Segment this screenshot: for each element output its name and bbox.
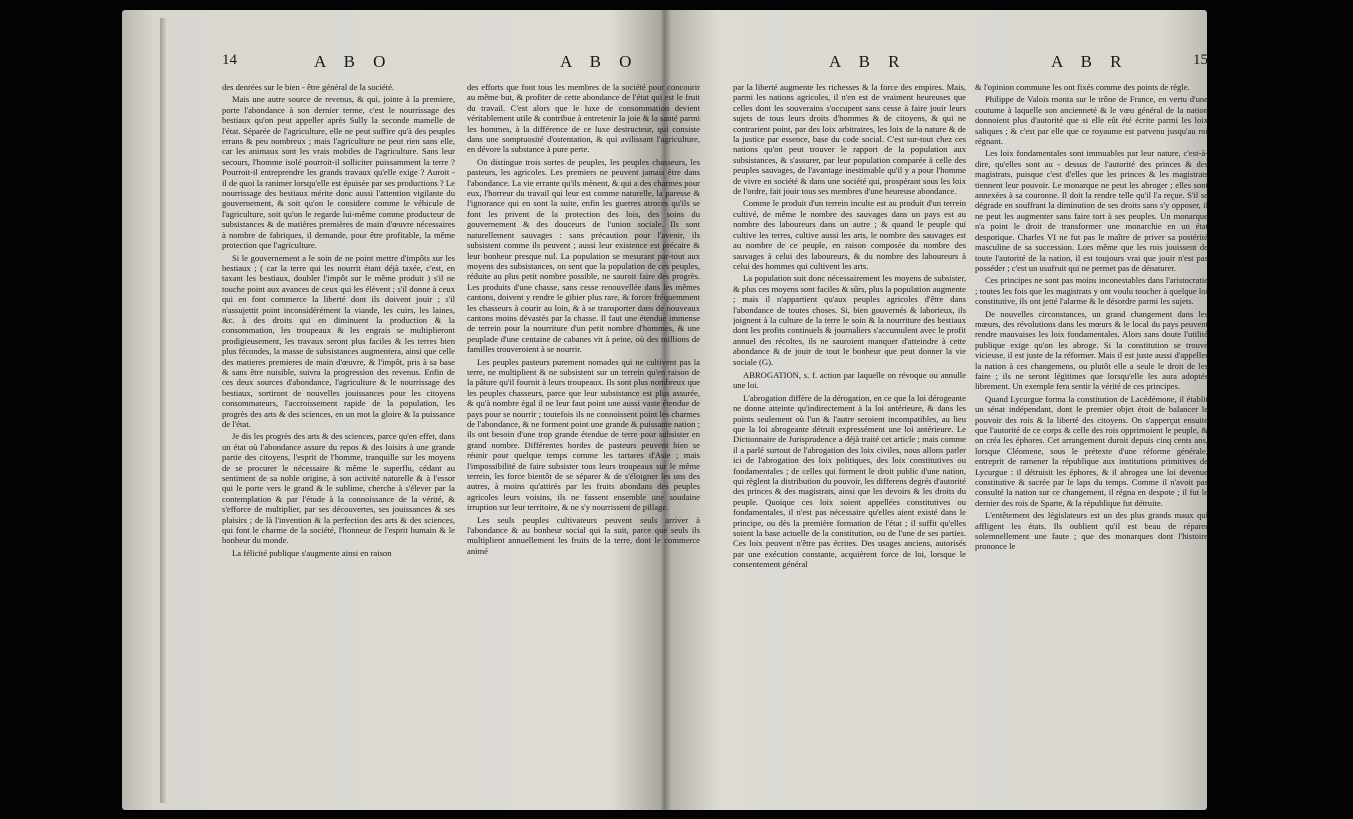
paragraph: Si le gouvernement a le soin de ne point mettre d'impôts sur les bestiaux ; ( car la terre qui les nourrit étant déjà taxée, c'est, en taxant les bestiaux, doubler l'impôt sur le même produit ) s'il ne touche point aux avances de ceux qui les élèvent ; s'il donne à ceux qui en font commerce la liberté dont ils doivent jouir ; s'il n'assujettit point inconsidérément la viande, les cuirs, les laines, &c. à des droits qui en diminuent la production & la consommation, les troupeaux & les engrais se multiplieront prodigieusement, les travaux seront plus faciles & les terres bien plus fécondes, la masse de subsistances augmentera, ainsi que celle des matieres premieres de main d'œuvre, & l'impôt, pris à sa base & sans être nuisible, suivra la progression des revenus. Enfin de ces deux sources d'abondance, l'agriculture & le nourrissage des bestiaux, sortiront de nouvelles jouissances pour les citoyens consommateurs, l'accroissement rapide de la population, les progrès des arts & des sciences, en un mot la gloire & la puissance de l'état. (222, 252, 455, 429)
paragraph: Philippe de Valois monta sur le trône de France, en vertu d'une coutume à laquelle son ancienneté & le vœu général de la nation donnoient plus d'autorité que si elle eût été écrite parmi les loix saliques ; & c'est par elle que ce royaume est parvenu jusqu'au roi régnant. (975, 94, 1208, 147)
running-head: A B O (560, 52, 639, 71)
text-column (733, 82, 966, 722)
running-head: A B R (1051, 52, 1129, 71)
text-column (975, 82, 1208, 722)
page-header (733, 28, 1208, 71)
running-head: A B R (829, 52, 907, 71)
right-page (733, 28, 1208, 788)
paragraph: L'entêtement des législateurs est un des plus grands maux qui affligent les états. Ils oublient qu'il est beau de réparer solemnellement une faute ; que des monarques dont l'histoire prononce le (975, 510, 1208, 552)
paragraph: Quand Lycurgue forma la constitution de Lacédémone, il établit un sénat indépendant, dont le premier objet étoit de balancer le pouvoir des rois & la liberté des citoyens. On s'apperçut ensuite que l'autorité de ce corps & celle des rois opprimoient le peuple, & on créa les éphores. Cet arrangement duroit depuis cinq cents ans, lorsque Cléomene, sous le prétexte d'une réforme générale, entreprit de ramener la république aux institutions primitives de Lycurgue : il détruisit les éphores, & il abrogea une loi devenue constitutive & sacrée par le laps du temps. Comme il n'avoit pas consulté la nation sur ce changement, il régna en despote ; il fut le dernier des rois de Sparte, & la république fut détruite. (975, 393, 1208, 508)
page-header (222, 28, 700, 71)
paragraph: Les seuls peuples cultivateurs peuvent seuls arriver à l'abondance & au bonheur social qui la suit, parce que seuls ils multiplient annuellement les fruits de la terre, dont le commerce animé (467, 514, 700, 556)
running-head: A B O (314, 52, 393, 71)
paragraph: Les loix fondamentales sont immuables par leur nature, c'est-à-dire, qu'elles sont au - dessus de l'autorité des princes & des magistrats, puisque c'est d'elles que les princes & les magistrats tiennent leur pouvoir. Le monarque ne peut les abroger ; elles sont annexées à sa couronne. Il doit la rendre telle qu'il l'a reçue. S'il se dégrade en souffrant la diminution de ses droits sans s'y opposer, il ne peut les augmenter sans faire tort à ses peuples. Un monarque n'a point le droit de transformer une monarchie en un état despotique. Charles VI ne fut pas le maître de priver sa postérité masculine de sa succession. Lors même que les rois jouissent de toute l'autorité de la nation, il est toujours vrai que jouir n'est pas posséder ; c'est un usufruit qui ne permet pas de dénaturer. (975, 148, 1208, 273)
paragraph: La félicité publique s'augmente ainsi en raison (232, 547, 392, 558)
paragraph: Les peuples pasteurs purement nomades qui ne cultivent pas la terre, ne multiplient & ne subsistent sur un terrein qu'en raison de la pâture qu'il fournit à leurs troupeaux. Ils sont plus nombreux que les peuples chasseurs, parce que leur subsistance est plus assurée, & qu'à nombre égal il ne leur faut point une aussi vaste étendue de pays pour se nourrir ; toutefois ils ne connoissent point les charmes de l'abondance, & ne forment point une grande & puissante nation ; ils ont besoin d'une trop grande étendue de terre pour subsister en grand nombre. Différentes hordes de pasteurs peuvent bien se réunir pour quelque temps comme les tartares d'Asie ; mais l'impossibilité de faire subsister tous leurs troupeaux sur le même terrein, les force bientôt de se séparer & de s'éloigner les uns des autres, à moins qu'attirés par les fruits abondans des peuples agricoles leurs voisins, ils ne fassent ensemble une soudaine irruption sur leur territoire, & ne s'y nourrissent de pillage. (467, 356, 700, 513)
page-number: 15 (1193, 52, 1208, 68)
paragraph: & l'opinion commune les ont fixés comme des points de règle. (975, 82, 1190, 92)
text-column (222, 82, 455, 722)
dictionary-entry: ABROGATION, s. f. action par laquelle on révoque ou annulle une loi. (733, 369, 966, 391)
paragraph: Mais une autre source de revenus, & qui, jointe à la premiere, porte l'abondance à son dernier terme, c'est le nourrissage des bestiaux qu'on peut appeller après Sully la seconde mamelle de l'état. Séparée de l'agriculture, elle ne peut suffire qu'à des peuples errans & peu nombreux ; mais l'agriculture ne peut rien sans elle, car les animaux sont les vrais mobiles de l'agriculture. Sans leur secours, l'homme isolé pourroit-il solliciter puissamment la terre ? Pourroit-il entreprendre les grands travaux qu'elle exige ? Auroit - il de quoi la ranimer lorsqu'elle est épuisée par ses productions ? Le nourrissage des bestiaux mérite donc aussi l'attention vigilante du gouvernement, & soit qu'on le considere comme le véhicule de l'agriculture, soit qu'on le regarde lui-même comme producteur de subsistances & de matières premières de main d'œuvre nécessaires à nombre de fabriques, il demande, pour être profitable, la même protection que l'agriculture. (222, 94, 455, 251)
paragraph: La population suit donc nécessairement les moyens de subsister, & plus ces moyens sont faciles & sûrs, plus la population augmente ; mais il n'appartient qu'aux peuples agricoles d'être dans l'abondance de toutes choses. Si, bien gouvernés & laborieux, ils joignent à la culture de la terre le soin & la nourriture des bestiaux dont les profits continuels & journaliers s'accumulent avec le profit annuel des récoltes, ils ne sauroient manquer d'atteindre à cette abondance & de jouir de tout le bonheur que peut donner la vie sociale (G). (733, 273, 966, 367)
paragraph: Ces principes ne sont pas moins inconestables dans l'aristocratie ; toutes les fois que les magistrats y ont voulu toucher à quelque loi constitutive, ils ont jetté l'alarme & le désordre parmi les sujets. (975, 275, 1208, 307)
paragraph: Je dis les progrès des arts & des sciences, parce qu'en effet, dans un état où l'abondance assure du repos & des loisirs à une grande partie des citoyens, l'esprit de l'homme, tranquille sur les moyens de se procurer le nécessaire & même le superflu, cédant au sentiment de sa noble origine, à son activité naturelle & à l'essor qui le porte vers le grand & le sublime, cherche à s'élever par la contemplation & par l'étude à la connoissance de la vérité, & s'efforce de multiplier, par ses découvertes, ses jouissances & ses plaisirs ; de là l'invention & la perfection des arts & des sciences, qui font le charme de la société, l'honneur de l'esprit humain & le bonheur du monde. (222, 431, 455, 546)
left-page (222, 28, 700, 788)
paragraph: De nouvelles circonstances, un grand changement dans les mœurs, des révolutions dans les mœurs & le local du pays peuvent rendre mauvaises les loix fondamentales. Alors sans doute l'utilité publique exige qu'on les abroge. Si la constitution se trouve vicieuse, il est juste de la réformer. Mais il est juste aussi d'appeller la nation à ces changemens, ou plutôt elle a seule le droit de les faire ; ils ne seront légitimes que lorsqu'elle les aura adoptés librement. Un exemple fera sentir la vérité de ces principes. (975, 308, 1208, 392)
paragraph: par la liberté augmente les richesses & la force des empires. Mais, parmi les nations agricoles, il n'en est de vraiment heureuses que celles dont les souverains s'occupent sans cesse à faire jouir leurs sujets de tous leurs droits d'hommes & de citoyens, & qui ne contrarient point, par des loix arbitraires, les loix de la nature & de la justice par essence, base du code social. C'est sur-tout chez ces nations qu'on peut trouver le rapport de la population aux subsistances, & s'assurer, par leur population comparée à celle des peuples sauvages, de l'avantage inestimable qu'il y a pour l'homme de vivre en société & dans une société qui, prospérant sous les loix de l'ordre, fait jouir tous ses membres d'une heureuse abondance. (733, 82, 966, 197)
paragraph: On distingue trois sortes de peuples, les peuples chasseurs, les pasteurs, les agricoles. Les premiers ne peuvent jamais être dans l'abondance. La vie errante qu'ils mènent, & qui a des charmes pour eux, l'horreur du travail qui leur est comme naturelle, la paresse & l'ignorance qui en sont la suite, enfin les guerres atroces qu'ils se font les privent de la protection des lois, des soins du gouvernement & des douceurs de l'union sociale. Ils sont naturellement sauvages : sans précaution pour l'avenir, ils subsistent comme ils peuvent ; aussi leur existence est précaire & leur bonheur presque nul. La population se mesurant par-tout aux moyens des subsistances, on sent que la population de ces peuples, réduite au plus petit nombre possible, ne sauroit faire des progrès. Les produits d'une chasse, sans cesse renouvellée dans les mêmes cantons, doivent y rendre le gibier plus rare, & forcer fréquemment les chasseurs à courir au loin, & à se transporter dans de nouveaux cantons moins dévastés par la chasse. Il faut une étendue immense de terrein pour la nourriture d'un petit nombre d'hommes, & une peuplade d'une centaine de cabanes vit à peine, où des millions de familles trouveroient à se nourrir. (467, 156, 700, 355)
paragraph: Comme le produit d'un terrein inculte est au produit d'un terrein cultivé, de même le nombre des sauvages dans un pays est au nombre des laboureurs dans un autre ; & quand le peuple qui cultive les terres, cultive aussi les arts, le nombre des sauvages est au nombre de ce peuple, en raison composée du nombre des sauvages à celui des laboureurs, & du nombre des laboureurs à celui des hommes qui cultivent les arts. (733, 198, 966, 271)
text-column (467, 82, 700, 722)
page-edge (160, 18, 166, 803)
paragraph: des denrées sur le bien - être général de la société. (222, 82, 395, 92)
paragraph: des efforts que font tous les membres de la société pour concourir au même but, & profiter de cette abondance de l'état qui est le fruit du travail. C'est alors que le luxe de consommation devient véritablement utile & contribue à entretenir la joie & la santé parmi les hommes, à la différence de ce luxe destructeur, qui consiste dans une somptuosité d'ostentation, & qui avilissant l'agriculture, en dévore la substance à pure perte. (467, 82, 700, 155)
paragraph: L'abrogation diffère de la dérogation, en ce que la loi dérogeante ne donne atteinte qu'indirectement à la loi antérieure, & dans les points seulement où l'un & l'autre seroient incompatibles, au lieu que la loi abrogeante détruit expressément une loi antérieure. Le Dictionnaire de Jurisprudence a déjà traité cet article ; mais comme il a parlé surtout de l'abrogation des loix civiles, nous allons parler ici de l'abrogation des loix politiques, des loix constitutives ou fondamentales ; de celles qui forment le droit public d'une nation, qui règlent la distribution du pouvoir, les differens degrés d'autorité des princes & des magistrats, ainsi que les devoirs & les droits du peuple. Quoique ces loix soient appellées constitutives ou fondamentales, il n'est pas nécessaire qu'elles aient existé dans le principe, ou dès la première formation de l'état ; il suffit qu'elles soient la base actuelle de la constitution, ou de l'une de ses parties. Ces loix peuvent n'être pas écrites. Des usages anciens, autorisés par une exécution constante, acquièrent force de loi, lorsque le consentement général (733, 392, 966, 570)
page-number: 14 (222, 52, 237, 68)
